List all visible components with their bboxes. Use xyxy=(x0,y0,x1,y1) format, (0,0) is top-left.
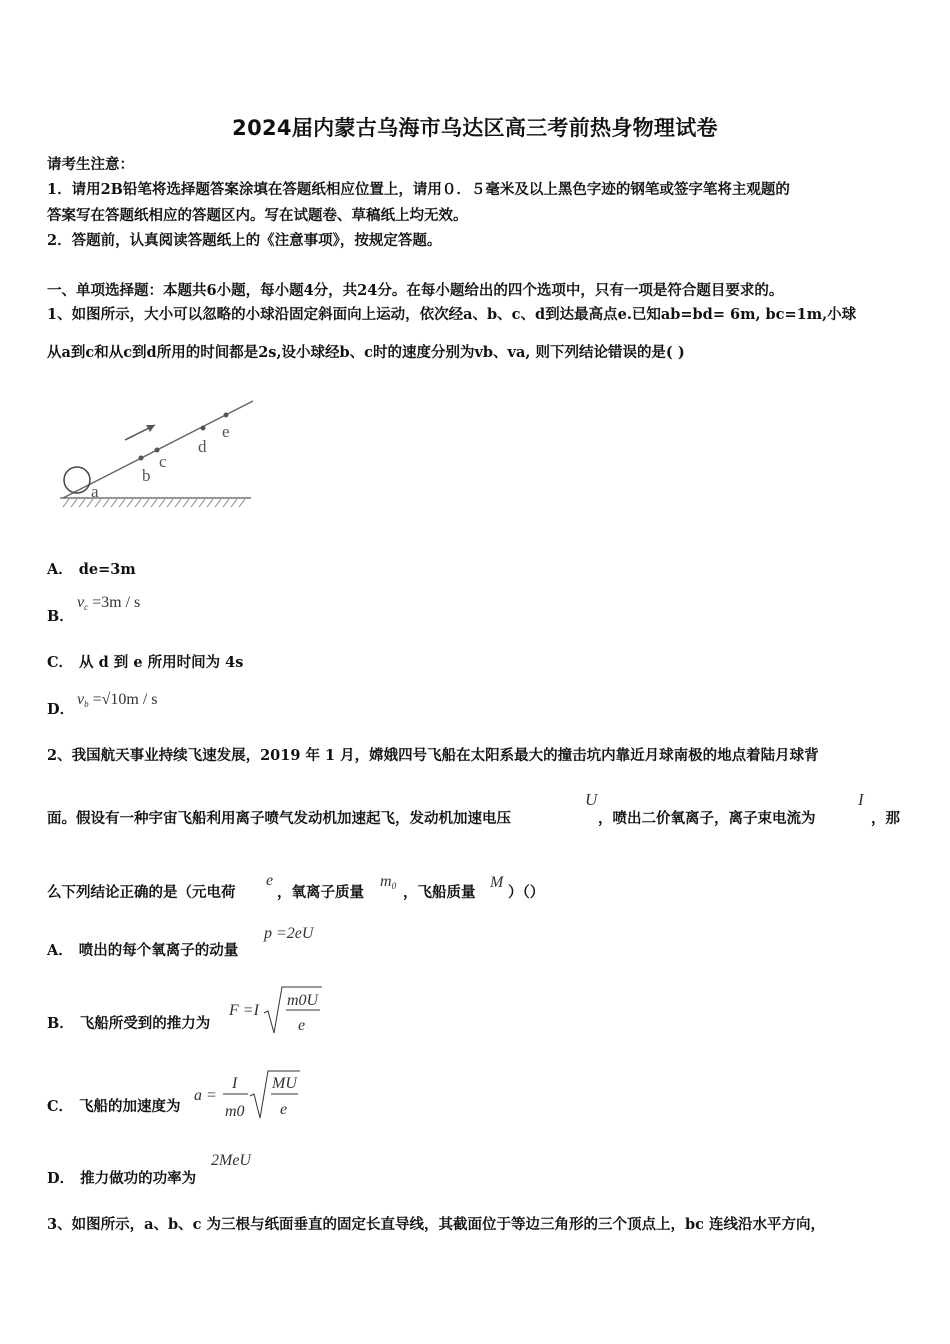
label-a: a xyxy=(91,482,99,501)
q2-line-1: 2、我国航天事业持续飞速发展，2019 年 1 月，嫦娥四号飞船在太阳系最大的撞击坑内靠近月球南极的地点着陆月球背 xyxy=(47,747,819,764)
q3-line-1: 3、如图所示，a、b、c 为三根与纸面垂直的固定长直导线，其截面位于等边三角形的三个顶点上，bc 连线沿水平方向， xyxy=(47,1216,826,1233)
page-title: 2024届内蒙古乌海市乌达区高三考前热身物理试卷 xyxy=(232,116,718,140)
q2-line-3a: 么下列结论正确的是（元电荷 xyxy=(47,884,236,901)
label-e: e xyxy=(222,422,230,441)
notice-line-3: 2．答题前，认真阅读答题纸上的《注意事项》，按规定答题。 xyxy=(47,232,442,249)
notice-line-2: 答案写在答题纸相应的答题区内。写在试题卷、草稿纸上均无效。 xyxy=(47,207,468,224)
option-text: 从 d 到 e 所用时间为 4s xyxy=(79,654,244,671)
q1-option-c xyxy=(47,651,243,672)
option-text: 推力做功的功率为 xyxy=(80,1170,197,1187)
label-d: d xyxy=(198,437,207,456)
ball-icon xyxy=(64,467,90,493)
q1-option-b-math: $v_c =3m / s$ xyxy=(77,594,141,612)
q2-line-3d: ）（） xyxy=(508,884,545,901)
incline-figure xyxy=(55,395,260,520)
q2-option-d xyxy=(47,1167,196,1188)
option-label: B． xyxy=(47,1015,74,1032)
svg-text:e: e xyxy=(298,1017,306,1034)
fraction-and-sqrt-c xyxy=(220,1068,302,1124)
q2-line-2c: ，那 xyxy=(871,810,900,827)
notice-line-1: 1．请用2B铅笔将选择题答案涂填在答题纸相应位置上，请用０．５毫米及以上黑色字迹的钢笔或签字笔将主观题的 xyxy=(47,181,790,198)
option-text: 喷出的每个氧离子的动量 xyxy=(78,942,239,959)
q2-option-b xyxy=(47,1012,210,1033)
svg-text:I: I xyxy=(232,1075,238,1092)
option-label: A． xyxy=(47,561,73,578)
q2-line-2a: 面。假设有一种宇宙飞船利用离子喷气发动机加速起飞，发动机加速电压 xyxy=(47,810,511,827)
svg-text:m0: m0 xyxy=(225,1103,245,1120)
label-c: c xyxy=(159,452,167,471)
q1-option-a xyxy=(47,558,136,579)
q2-option-d-math: 2MeU xyxy=(211,1152,251,1169)
sqrt-sign-b xyxy=(262,985,324,1037)
svg-text:m0U: m0U xyxy=(287,992,319,1009)
option-text: 飞船所受到的推力为 xyxy=(79,1015,211,1032)
q2-option-c xyxy=(47,1095,181,1116)
svg-text:e: e xyxy=(280,1101,288,1118)
notice-heading: 请考生注意： xyxy=(47,156,134,173)
q2-line-3c: ，飞船质量 xyxy=(403,884,476,901)
symbol-m0: $m_0$ xyxy=(380,873,397,891)
option-text: 飞船的加速度为 xyxy=(79,1098,181,1115)
q2-option-a xyxy=(47,939,238,960)
option-label: A． xyxy=(47,942,73,959)
q1-option-d-label: D． xyxy=(47,701,75,718)
symbol-U: U xyxy=(585,790,598,809)
option-label: C． xyxy=(47,1098,74,1115)
option-text: de=3m xyxy=(78,561,136,578)
q1-line-2: 从a到c和从c到d所用的时间都是2s,设小球经b、c时的速度分别为vb、va, 则下列结论错误的是( ) xyxy=(47,344,685,361)
option-label: D． xyxy=(47,1170,75,1187)
q2-line-3b: ，氧离子质量 xyxy=(277,884,364,901)
symbol-I: I xyxy=(858,790,864,809)
q2-option-b-math-left: F =I xyxy=(229,1002,259,1019)
q1-option-b-label: B． xyxy=(47,608,74,625)
section-heading: 一、单项选择题：本题共6小题，每小题4分，共24分。在每小题给出的四个选项中，只有一项是符合题目要求的。 xyxy=(47,282,784,299)
q2-option-a-math: p =2eU xyxy=(264,925,314,942)
symbol-M: M xyxy=(490,874,504,891)
q1-option-d-math: $v_b =√10m / s$ xyxy=(77,691,158,709)
symbol-e: e xyxy=(266,872,274,889)
option-label: C． xyxy=(47,654,74,671)
q1-line-1: 1、如图所示，大小可以忽略的小球沿固定斜面向上运动，依次经a、b、c、d到达最高点e.已知ab=bd= 6m, bc=1m,小球 xyxy=(47,306,857,323)
q2-option-c-math-left: a = xyxy=(194,1087,217,1104)
q2-line-2b: ，喷出二价氧离子，离子束电流为 xyxy=(598,810,816,827)
svg-text:MU: MU xyxy=(272,1075,297,1092)
label-b: b xyxy=(142,466,151,485)
